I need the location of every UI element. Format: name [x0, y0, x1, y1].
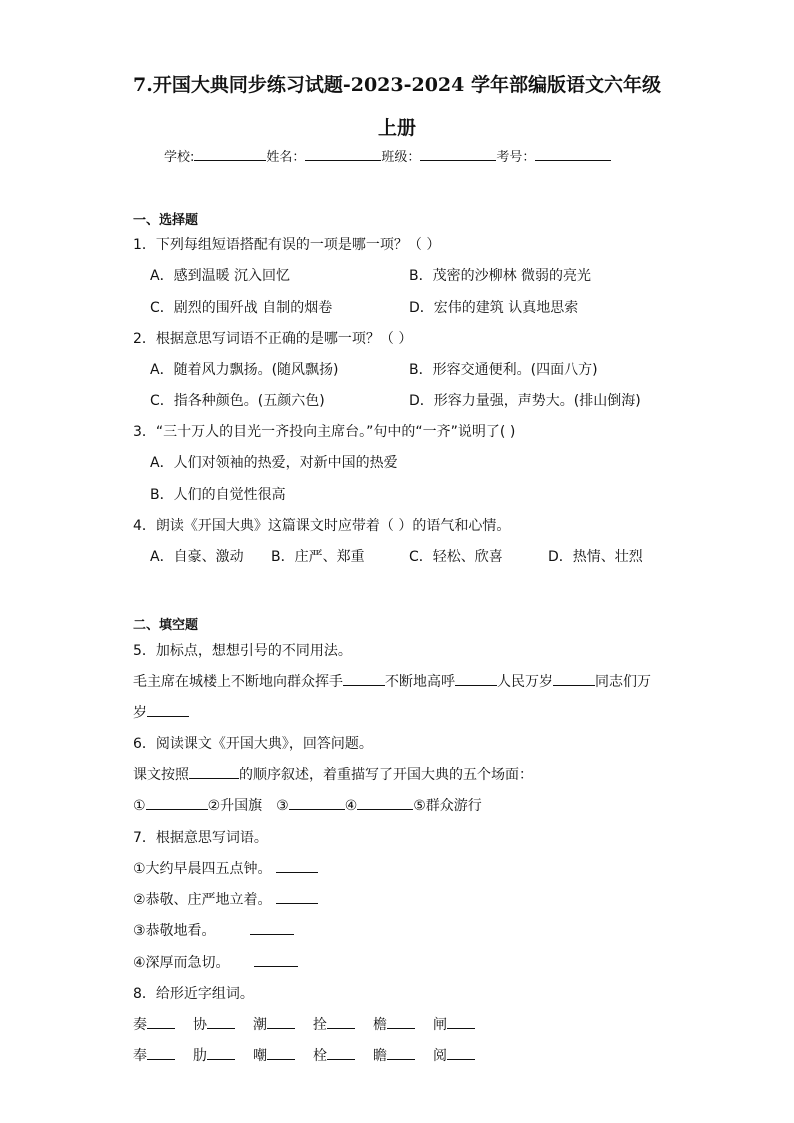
- q5-part5: 岁: [133, 705, 147, 721]
- q7-item-4-text: ④深厚而急切。: [133, 955, 230, 971]
- q5-blank-2[interactable]: [455, 671, 497, 686]
- q7-item-1-text: ①大约早晨四五点钟。: [133, 861, 272, 877]
- q8-blank[interactable]: [447, 1045, 475, 1060]
- q6-stem: 6．阅读课文《开国大典》，回答问题。: [133, 736, 373, 752]
- q8-blank[interactable]: [207, 1014, 235, 1029]
- q8-char: 闸: [433, 1017, 447, 1033]
- q5-sentence-line1: [133, 671, 651, 691]
- section-heading-choice: 一、选择题: [133, 213, 199, 228]
- q4-option-a[interactable]: A．自豪、激动: [150, 549, 244, 565]
- q3-stem: 3．“三十万人的目光一齐投向主席台。”句中的“一齐”说明了( ): [133, 424, 516, 440]
- q7-item-1: [133, 858, 318, 878]
- q8-char: 奉: [133, 1048, 147, 1064]
- q2-stem: 2．根据意思写词语不正确的是哪一项？（ ）: [133, 331, 413, 347]
- q8-stem: 8．给形近字组词。: [133, 986, 254, 1002]
- page-title-line1: 7.开国大典同步练习试题-2023-2024 学年部编版语文六年级: [133, 74, 661, 96]
- q4-option-c[interactable]: C．轻松、欣喜: [409, 549, 503, 565]
- q7-blank-4[interactable]: [254, 952, 298, 967]
- q1-stem: 1．下列每组短语搭配有误的一项是哪一项？（ ）: [133, 237, 441, 253]
- q4-option-d[interactable]: D．热情、壮烈: [548, 549, 643, 565]
- q2-option-c[interactable]: C．指各种颜色。(五颜六色): [150, 393, 325, 409]
- exam-no-label: 考号：: [496, 150, 536, 165]
- q6-scene-5: ⑤群众游行: [413, 798, 482, 814]
- exam-no-blank[interactable]: [535, 147, 611, 161]
- q7-item-3: [133, 920, 294, 940]
- q8-row-1: [133, 1014, 475, 1034]
- q8-char: 嘲: [253, 1048, 267, 1064]
- q6-scene-4-label: ④: [344, 798, 358, 814]
- q6-scene-1-label: ①: [133, 798, 146, 814]
- q3-option-b[interactable]: B．人们的自觉性很高: [150, 487, 286, 503]
- q1-option-b[interactable]: B．茂密的沙柳林 微弱的亮光: [409, 268, 592, 284]
- q8-blank[interactable]: [267, 1014, 295, 1029]
- q1-option-c[interactable]: C．剧烈的围歼战 自制的烟卷: [150, 300, 333, 316]
- q8-char: 协: [193, 1017, 207, 1033]
- q8-blank[interactable]: [447, 1014, 475, 1029]
- q1-option-a[interactable]: A．感到温暖 沉入回忆: [150, 268, 291, 284]
- page-title-line2: 上册: [377, 117, 416, 139]
- q8-blank[interactable]: [207, 1045, 235, 1060]
- q5-blank-3[interactable]: [553, 671, 595, 686]
- school-blank[interactable]: [194, 147, 266, 161]
- q5-sentence-line2: [133, 702, 189, 722]
- q8-char: 肋: [193, 1048, 207, 1064]
- q8-blank[interactable]: [147, 1045, 175, 1060]
- q8-blank[interactable]: [327, 1014, 355, 1029]
- q6-scene-2: ②升国旗: [207, 798, 263, 814]
- q8-row-2: [133, 1045, 475, 1065]
- name-blank[interactable]: [305, 147, 381, 161]
- q3-option-a[interactable]: A．人们对领袖的热爱，对新中国的热爱: [150, 455, 398, 471]
- q6-blank-order[interactable]: [189, 764, 239, 779]
- q5-part3: 人民万岁: [497, 674, 553, 690]
- q8-blank[interactable]: [267, 1045, 295, 1060]
- q1-option-d[interactable]: D．宏伟的建筑 认真地思索: [409, 300, 579, 316]
- q7-item-4: [133, 952, 298, 972]
- q6-blank-scene-3[interactable]: [289, 795, 345, 810]
- q5-part2: 不断地高呼: [385, 674, 455, 690]
- q2-option-b[interactable]: B．形容交通便利。(四面八方): [409, 362, 598, 378]
- q7-blank-1[interactable]: [276, 858, 318, 873]
- class-blank[interactable]: [420, 147, 496, 161]
- q6-text-b: 的顺序叙述，着重描写了开国大典的五个场面：: [239, 767, 533, 783]
- q7-item-3-text: ③恭敬地看。: [133, 923, 216, 939]
- q4-option-b[interactable]: B．庄严、郑重: [271, 549, 365, 565]
- q7-stem: 7．根据意思写词语。: [133, 830, 268, 846]
- q8-char: 檐: [373, 1017, 387, 1033]
- q8-blank[interactable]: [387, 1045, 415, 1060]
- q6-line1: [133, 764, 533, 784]
- q4-stem: 4．朗读《开国大典》这篇课文时应带着（ ）的语气和心情。: [133, 518, 511, 534]
- q5-stem: 5．加标点，想想引号的不同用法。: [133, 643, 352, 659]
- q7-item-2-text: ②恭敬、庄严地立着。: [133, 892, 272, 908]
- student-info-row: [164, 146, 611, 165]
- q5-blank-4[interactable]: [147, 702, 189, 717]
- q8-char: 奏: [133, 1017, 147, 1033]
- q6-blank-scene-1[interactable]: [146, 795, 208, 810]
- q8-char: 阅: [433, 1048, 447, 1064]
- q8-blank[interactable]: [387, 1014, 415, 1029]
- q8-blank[interactable]: [327, 1045, 355, 1060]
- q6-line2: [133, 795, 482, 815]
- q8-char: 拴: [313, 1017, 327, 1033]
- q5-part1: 毛主席在城楼上不断地向群众挥手: [133, 674, 343, 690]
- class-label: 班级：: [381, 150, 421, 165]
- q6-text-a: 课文按照: [133, 767, 189, 783]
- q5-blank-1[interactable]: [343, 671, 385, 686]
- q8-char: 瞻: [373, 1048, 387, 1064]
- q8-blank[interactable]: [147, 1014, 175, 1029]
- q7-blank-3[interactable]: [250, 920, 294, 935]
- q6-blank-scene-4[interactable]: [357, 795, 413, 810]
- q5-part4: 同志们万: [595, 674, 651, 690]
- q8-char: 潮: [253, 1017, 267, 1033]
- section-heading-fill: 二、填空题: [133, 618, 199, 633]
- q7-item-2: [133, 889, 318, 909]
- q2-option-d[interactable]: D．形容力量强，声势大。(排山倒海): [409, 393, 641, 409]
- q7-blank-2[interactable]: [276, 889, 318, 904]
- q2-option-a[interactable]: A．随着风力飘扬。(随风飘扬): [150, 362, 339, 378]
- name-label: 姓名：: [266, 150, 306, 165]
- school-label: 学校:: [164, 150, 195, 165]
- q6-scene-3-label: ③: [276, 798, 289, 814]
- q8-char: 栓: [313, 1048, 327, 1064]
